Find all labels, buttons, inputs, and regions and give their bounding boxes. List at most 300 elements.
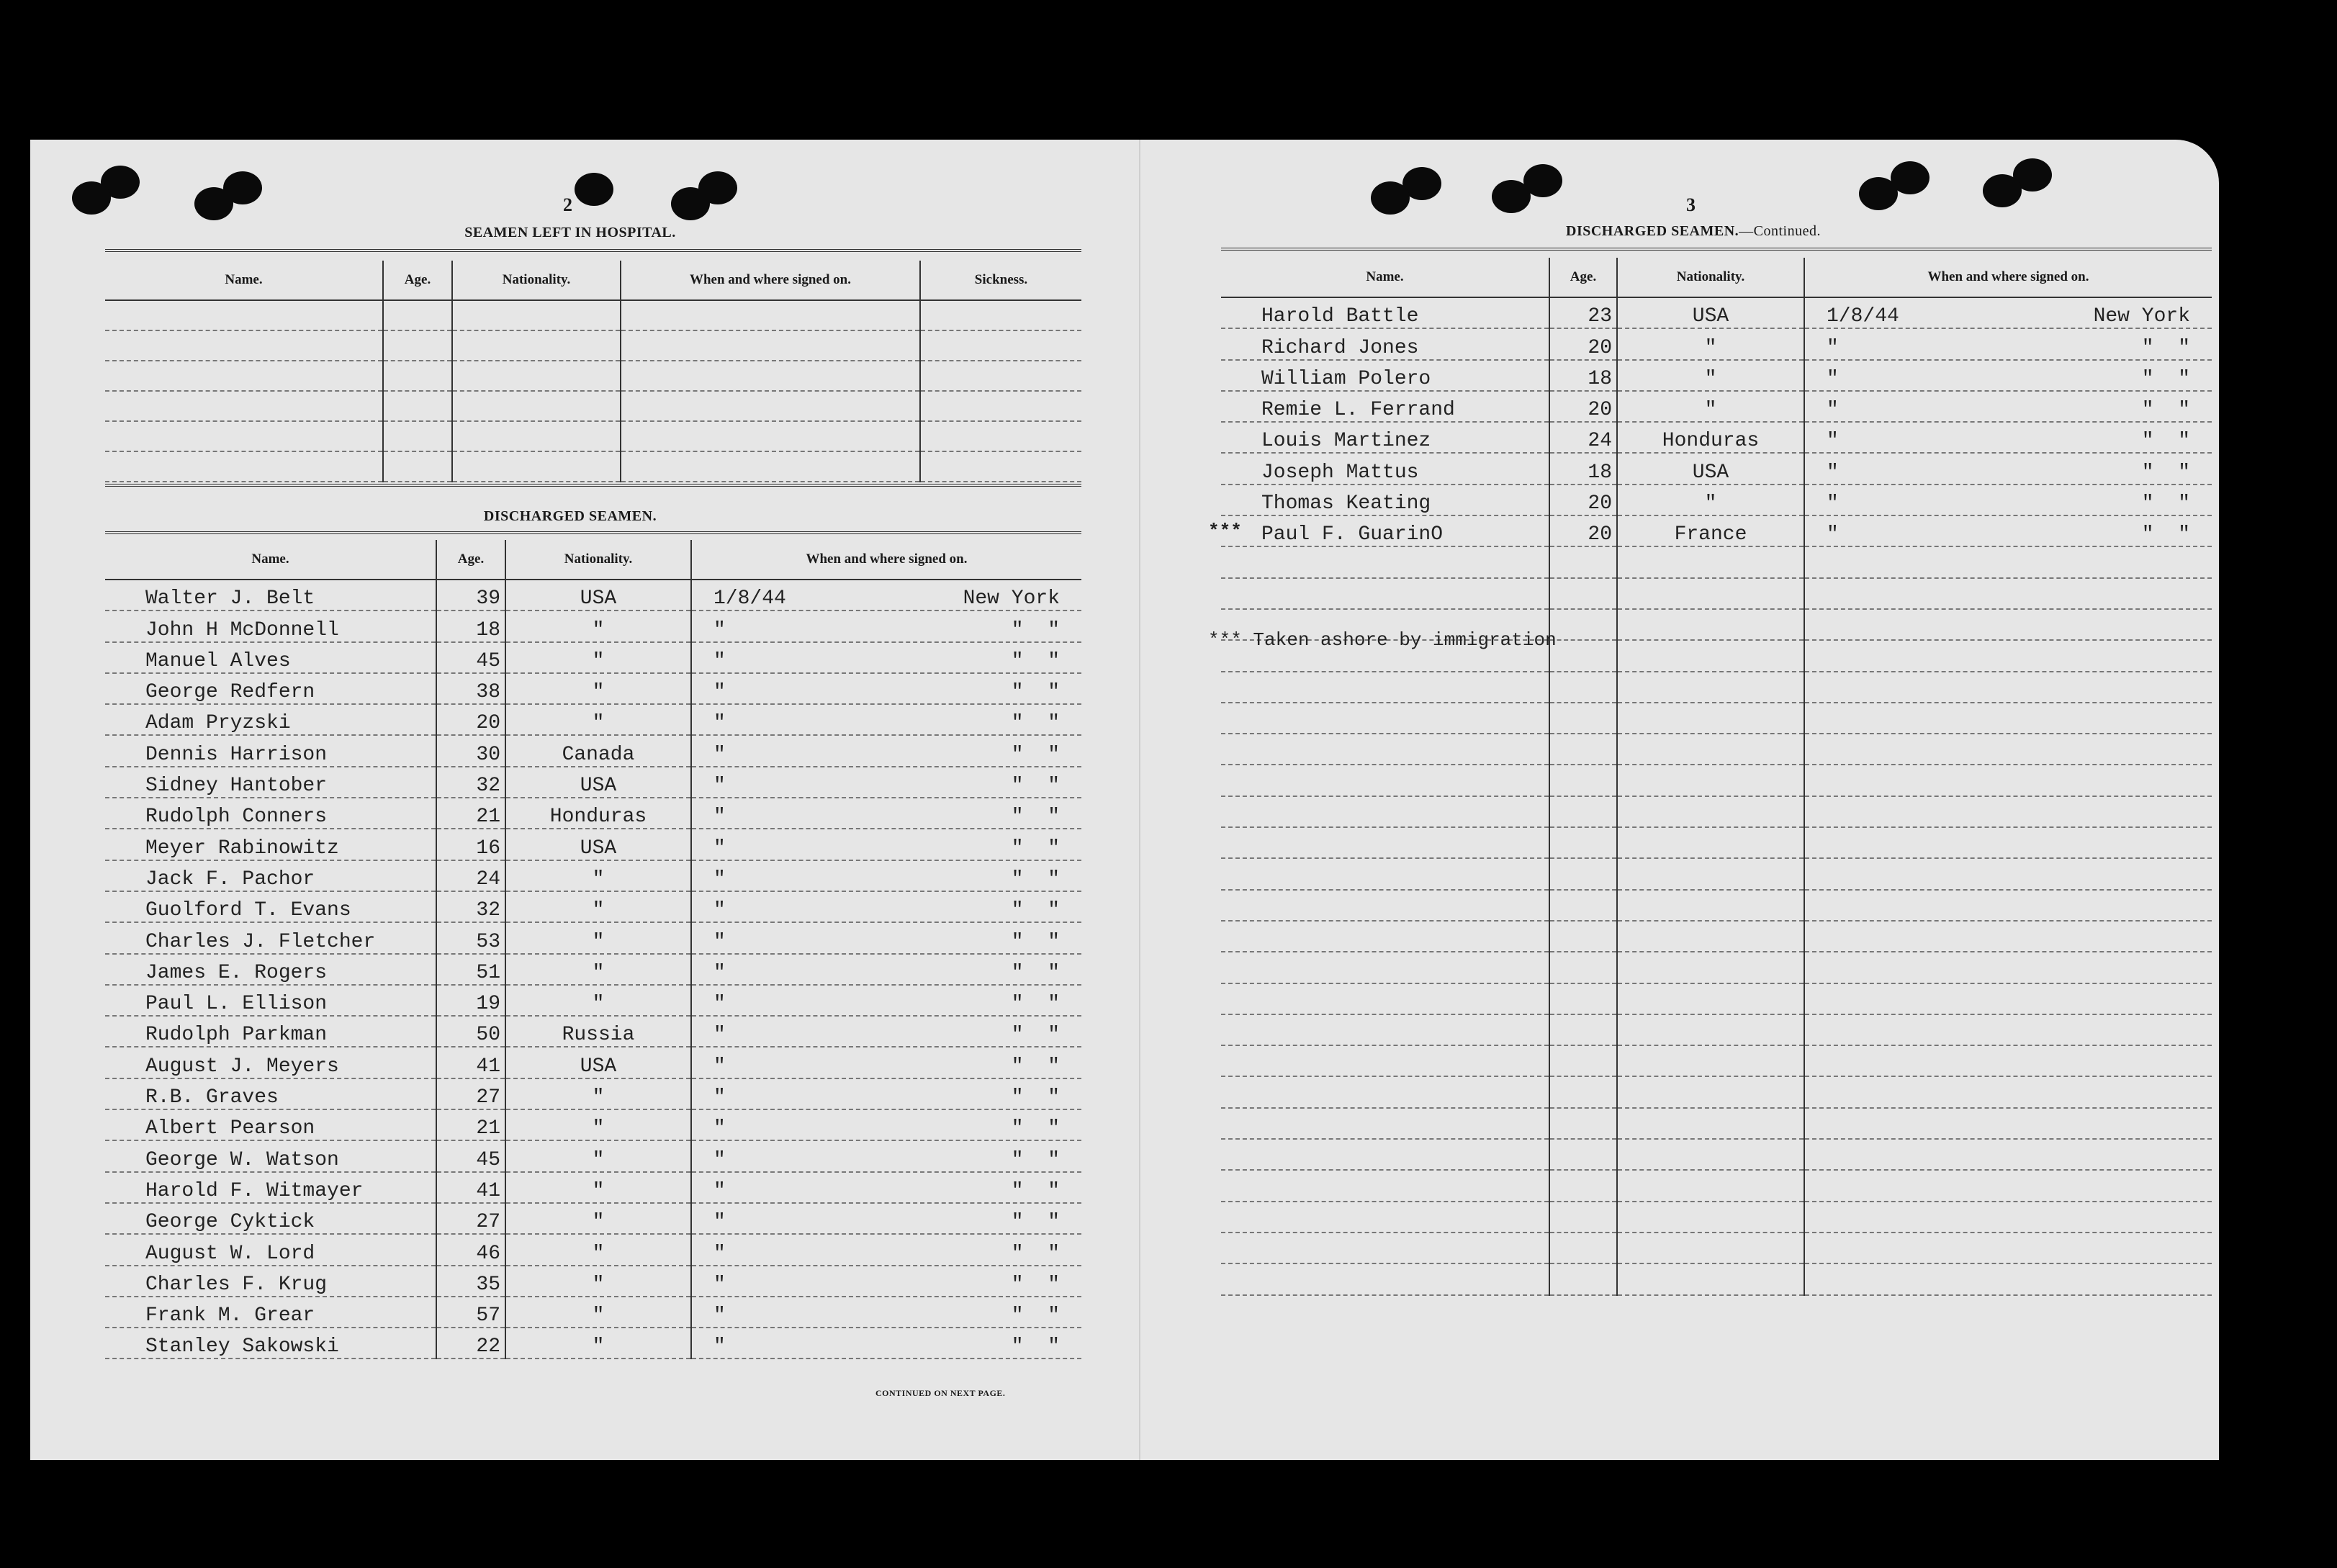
seaman-name: Sidney Hantober — [105, 767, 436, 798]
seaman-age — [1549, 1202, 1617, 1233]
column-header: When and where signed on. — [691, 540, 1081, 580]
seaman-name — [1221, 1045, 1549, 1076]
signed-on — [1804, 796, 2212, 827]
seaman-age: 27 — [436, 1078, 505, 1109]
signed-on — [691, 1047, 1081, 1078]
table-row — [105, 1078, 1081, 1109]
signed-on-place: " " — [1011, 1024, 1060, 1047]
signed-on-group — [1809, 368, 2207, 390]
table-row — [1221, 1014, 2212, 1045]
seaman-name: Rudolph Conners — [105, 798, 436, 829]
table-row — [105, 391, 1081, 421]
signed-on — [691, 580, 1081, 610]
seaman-name — [1221, 1108, 1549, 1139]
signed-on-date: " — [713, 1086, 726, 1109]
signed-on — [1804, 952, 2212, 983]
signed-on-group — [696, 1149, 1077, 1171]
immigration-note: *** Taken ashore by immigration — [1208, 629, 1557, 651]
signed-on — [691, 704, 1081, 735]
column-header: Name. — [105, 540, 436, 580]
seaman-name: George Cyktick — [105, 1203, 436, 1234]
signed-on-place: " " — [1011, 1335, 1060, 1359]
table-row — [1221, 1108, 2212, 1139]
seaman-age: 30 — [436, 735, 505, 766]
seaman-nationality — [1617, 734, 1804, 765]
signed-on — [691, 1203, 1081, 1234]
signed-on — [691, 954, 1081, 985]
signed-on-place: " " — [2141, 430, 2190, 453]
seaman-age — [1549, 765, 1617, 796]
signed-on — [691, 1266, 1081, 1297]
signed-on — [691, 985, 1081, 1016]
table-row — [1221, 546, 2212, 577]
seaman-name: John H McDonnell — [105, 610, 436, 641]
seaman-nationality — [1617, 1076, 1804, 1107]
seaman-age: 23 — [1549, 297, 1617, 328]
table-row — [1221, 890, 2212, 921]
signed-on-place: " " — [2141, 367, 2190, 390]
table-row — [1221, 1263, 2212, 1294]
signed-on-group — [1809, 430, 2207, 452]
seaman-name: Guolford T. Evans — [105, 891, 436, 922]
seaman-nationality: USA — [1617, 297, 1804, 328]
table-row — [105, 1234, 1081, 1265]
seaman-name — [1221, 796, 1549, 827]
seaman-name: Richard Jones — [1221, 328, 1549, 359]
seaman-age: 41 — [436, 1172, 505, 1203]
signed-on-place: " " — [1011, 618, 1060, 641]
table-row — [105, 1203, 1081, 1234]
signed-on — [1804, 640, 2212, 671]
seaman-name: August J. Meyers — [105, 1047, 436, 1078]
table-row — [1221, 765, 2212, 796]
column-header: When and where signed on. — [621, 261, 920, 300]
signed-on-place: " " — [1011, 1305, 1060, 1328]
seaman-nationality: " — [505, 891, 691, 922]
seaman-name — [1221, 827, 1549, 858]
signed-on-date: " — [713, 1024, 726, 1047]
signed-on — [1804, 1045, 2212, 1076]
seaman-name: Rudolph Parkman — [105, 1016, 436, 1047]
signed-on — [1804, 515, 2212, 546]
signed-on-date: " — [713, 868, 726, 891]
seaman-name: Paul L. Ellison — [105, 985, 436, 1016]
signed-on-place: " " — [1011, 806, 1060, 829]
seaman-age: 20 — [1549, 515, 1617, 546]
table-row — [1221, 858, 2212, 889]
left-page — [30, 140, 1110, 1460]
seaman-age — [1549, 1139, 1617, 1170]
signed-on-group — [696, 962, 1077, 984]
signed-on — [691, 1328, 1081, 1359]
signed-on-group — [696, 744, 1077, 766]
seaman-age — [1549, 1263, 1617, 1294]
column-header: Nationality. — [452, 261, 621, 300]
seaman-nationality: " — [505, 673, 691, 704]
seaman-name: Harold F. Witmayer — [105, 1172, 436, 1203]
seaman-nationality: " — [505, 954, 691, 985]
seaman-nationality — [1617, 1139, 1804, 1170]
table-row — [1221, 391, 2212, 422]
signed-on — [691, 767, 1081, 798]
seaman-name: Manuel Alves — [105, 642, 436, 673]
seaman-nationality: USA — [1617, 453, 1804, 484]
seaman-age: 24 — [436, 860, 505, 891]
seaman-age: 19 — [436, 985, 505, 1016]
seaman-age: 18 — [1549, 453, 1617, 484]
ledger-sheet — [30, 140, 2219, 1460]
signed-on-place: " " — [1011, 775, 1060, 798]
signed-on — [1804, 1014, 2212, 1045]
signed-on — [1804, 422, 2212, 453]
table-header-row — [105, 261, 1081, 300]
seaman-nationality: " — [505, 1172, 691, 1203]
signed-on-date: " — [1827, 399, 1839, 422]
column-header: When and where signed on. — [1804, 258, 2212, 297]
signed-on-date: " — [713, 618, 726, 641]
table-row — [1221, 578, 2212, 609]
table-row — [1221, 422, 2212, 453]
signed-on-group — [696, 1117, 1077, 1140]
signed-on-date: " — [713, 961, 726, 984]
signed-on-place: " " — [1011, 743, 1060, 766]
discharged-continued-table — [1221, 258, 2212, 1296]
signed-on-group — [696, 899, 1077, 922]
signed-on-date: " — [1827, 492, 1839, 515]
seaman-age — [1549, 952, 1617, 983]
table-row — [105, 860, 1081, 891]
seaman-nationality: " — [505, 1328, 691, 1359]
column-header: Name. — [105, 261, 383, 300]
signed-on-place: New York — [963, 587, 1060, 610]
signed-on-place: " " — [2141, 492, 2190, 515]
table-row — [1221, 328, 2212, 359]
table-row — [1221, 703, 2212, 734]
signed-on-place: " " — [1011, 1242, 1060, 1265]
signed-on — [691, 1109, 1081, 1140]
signed-on — [1804, 765, 2212, 796]
seaman-name: August W. Lord — [105, 1234, 436, 1265]
seaman-name: Stanley Sakowski — [105, 1328, 436, 1359]
signed-on-group — [696, 619, 1077, 641]
signed-on — [691, 642, 1081, 673]
seaman-name — [1221, 952, 1549, 983]
table-row — [105, 735, 1081, 766]
seaman-nationality: " — [1617, 485, 1804, 515]
seaman-age: 57 — [436, 1297, 505, 1328]
seaman-age: 16 — [436, 829, 505, 860]
table-row — [105, 1016, 1081, 1047]
seaman-nationality — [1617, 703, 1804, 734]
signed-on-date: " — [713, 1305, 726, 1328]
seaman-nationality: " — [505, 922, 691, 953]
seaman-nationality: USA — [505, 1047, 691, 1078]
signed-on — [1804, 703, 2212, 734]
seaman-age — [1549, 827, 1617, 858]
signed-on-group — [696, 837, 1077, 860]
seaman-nationality: " — [505, 1297, 691, 1328]
seaman-age: 45 — [436, 642, 505, 673]
table-row — [105, 330, 1081, 361]
seaman-nationality: France — [1617, 515, 1804, 546]
hospital-table — [105, 261, 1081, 482]
seaman-age — [1549, 1076, 1617, 1107]
signed-on-date: " — [1827, 367, 1839, 390]
seaman-name: Louis Martinez — [1221, 422, 1549, 453]
signed-on — [691, 829, 1081, 860]
seaman-nationality — [1617, 952, 1804, 983]
seaman-nationality: " — [505, 642, 691, 673]
seaman-age — [1549, 921, 1617, 952]
seaman-age: 21 — [436, 1109, 505, 1140]
signed-on — [1804, 578, 2212, 609]
seaman-nationality: " — [505, 704, 691, 735]
seaman-name — [1221, 672, 1549, 703]
seaman-nationality: Canada — [505, 735, 691, 766]
table-row — [1221, 672, 2212, 703]
signed-on — [1804, 1263, 2212, 1294]
signed-on-place: " " — [1011, 993, 1060, 1016]
seaman-name — [1221, 1139, 1549, 1170]
signed-on-group — [696, 775, 1077, 797]
signed-on-place: " " — [2141, 336, 2190, 359]
seaman-nationality: USA — [505, 767, 691, 798]
seaman-nationality: Honduras — [505, 798, 691, 829]
signed-on-date: " — [1827, 461, 1839, 484]
column-header: Name. — [1221, 258, 1549, 297]
seaman-name — [1221, 858, 1549, 889]
column-header: Nationality. — [1617, 258, 1804, 297]
table-row — [1221, 1139, 2212, 1170]
signed-on — [1804, 890, 2212, 921]
seaman-nationality: USA — [505, 829, 691, 860]
seaman-nationality — [1617, 672, 1804, 703]
signed-on-date: " — [713, 930, 726, 953]
seaman-age — [1549, 1233, 1617, 1263]
signed-on-group — [696, 1055, 1077, 1078]
seaman-name — [1221, 1202, 1549, 1233]
signed-on — [691, 1016, 1081, 1047]
seaman-name — [1221, 1014, 1549, 1045]
signed-on-group — [1809, 399, 2207, 421]
table-row — [105, 829, 1081, 860]
signed-on-group — [696, 1335, 1077, 1358]
signed-on-group — [1809, 461, 2207, 484]
seaman-nationality — [1617, 1108, 1804, 1139]
title-rule — [1221, 248, 2212, 251]
signed-on-place: New York — [2093, 305, 2190, 328]
signed-on — [691, 922, 1081, 953]
table-row — [105, 300, 1081, 330]
hospital-section-title: SEAMEN LEFT IN HOSPITAL. — [464, 225, 676, 240]
discharged-section-title: DISCHARGED SEAMEN. — [483, 508, 657, 524]
signed-on-date: " — [713, 649, 726, 672]
table-row — [105, 985, 1081, 1016]
seaman-age: 21 — [436, 798, 505, 829]
signed-on-group — [696, 1305, 1077, 1327]
signed-on-place: " " — [2141, 523, 2190, 546]
seaman-age: 24 — [1549, 422, 1617, 453]
seaman-age: 22 — [436, 1328, 505, 1359]
table-row — [105, 1328, 1081, 1359]
signed-on-date: " — [713, 1055, 726, 1078]
seaman-nationality: " — [505, 1109, 691, 1140]
signed-on-place: " " — [1011, 1148, 1060, 1171]
signed-on — [691, 891, 1081, 922]
seaman-name — [1221, 890, 1549, 921]
seaman-nationality: " — [1617, 360, 1804, 391]
signed-on — [1804, 391, 2212, 422]
signed-on-place: " " — [1011, 1055, 1060, 1078]
signed-on-date: " — [713, 1117, 726, 1140]
seaman-nationality — [1617, 640, 1804, 671]
signed-on-group — [696, 1274, 1077, 1296]
seaman-age: 39 — [436, 580, 505, 610]
seaman-age: 45 — [436, 1140, 505, 1171]
table-row — [1221, 485, 2212, 515]
seaman-name: Walter J. Belt — [105, 580, 436, 610]
seaman-name: William Polero — [1221, 360, 1549, 391]
signed-on — [1804, 609, 2212, 640]
seaman-age: 18 — [436, 610, 505, 641]
seaman-nationality: " — [505, 860, 691, 891]
signed-on — [1804, 672, 2212, 703]
signed-on — [691, 610, 1081, 641]
signed-on-group — [1809, 305, 2207, 328]
seaman-nationality — [1617, 827, 1804, 858]
seaman-name — [1221, 703, 1549, 734]
seaman-name: Albert Pearson — [105, 1109, 436, 1140]
seaman-age: 53 — [436, 922, 505, 953]
seaman-nationality: " — [1617, 328, 1804, 359]
seaman-age: 32 — [436, 767, 505, 798]
seaman-nationality: Russia — [505, 1016, 691, 1047]
seaman-name — [1221, 546, 1549, 577]
table-row — [105, 1047, 1081, 1078]
signed-on-group — [1809, 523, 2207, 546]
seaman-nationality: " — [1617, 391, 1804, 422]
seaman-name — [1221, 1263, 1549, 1294]
signed-on — [1804, 453, 2212, 484]
seaman-age: 38 — [436, 673, 505, 704]
seaman-nationality: " — [505, 1203, 691, 1234]
table-row — [1221, 1045, 2212, 1076]
seaman-nationality: " — [505, 1140, 691, 1171]
signed-on-date: " — [713, 1148, 726, 1171]
signed-on-place: " " — [1011, 837, 1060, 860]
seaman-age — [1549, 1045, 1617, 1076]
seaman-age — [1549, 578, 1617, 609]
signed-on — [1804, 1233, 2212, 1263]
signed-on — [1804, 858, 2212, 889]
seaman-name: Meyer Rabinowitz — [105, 829, 436, 860]
seaman-name: R.B. Graves — [105, 1078, 436, 1109]
seaman-nationality — [1617, 1202, 1804, 1233]
column-header: Age. — [1549, 258, 1617, 297]
table-row — [1221, 1202, 2212, 1233]
seaman-age — [1549, 1014, 1617, 1045]
right-section-title — [1153, 223, 2233, 240]
seaman-nationality — [1617, 1263, 1804, 1294]
signed-on — [691, 1172, 1081, 1203]
seaman-age: 35 — [436, 1266, 505, 1297]
signed-on-group — [1809, 337, 2207, 359]
seaman-age — [1549, 609, 1617, 640]
signed-on-date: " — [713, 1273, 726, 1296]
seaman-nationality: " — [505, 610, 691, 641]
signed-on — [1804, 983, 2212, 1014]
column-header: Age. — [383, 261, 452, 300]
signed-on-place: " " — [1011, 930, 1060, 953]
seaman-name: Joseph Mattus — [1221, 453, 1549, 484]
discharged-continued-rows — [1221, 297, 2212, 1295]
table-row — [1221, 1170, 2212, 1201]
seaman-age — [1549, 858, 1617, 889]
table-row — [1221, 360, 2212, 391]
seaman-name — [1221, 983, 1549, 1014]
signed-on — [691, 860, 1081, 891]
seaman-age — [1549, 672, 1617, 703]
signed-on-date: 1/8/44 — [713, 587, 786, 610]
signed-on-group — [696, 868, 1077, 891]
table-row — [105, 451, 1081, 482]
signed-on-place: " " — [1011, 961, 1060, 984]
seaman-name — [1221, 734, 1549, 765]
table-row — [105, 891, 1081, 922]
seaman-age: 46 — [436, 1234, 505, 1265]
asterisk-mark: *** — [1208, 521, 1242, 543]
signed-on — [691, 735, 1081, 766]
seaman-age — [1549, 890, 1617, 921]
seaman-nationality — [1617, 983, 1804, 1014]
discharged-table — [105, 540, 1081, 1359]
seaman-name: Frank M. Grear — [105, 1297, 436, 1328]
signed-on-date: " — [713, 1211, 726, 1234]
seaman-name — [1221, 1076, 1549, 1107]
signed-on-group — [696, 587, 1077, 610]
column-header: Age. — [436, 540, 505, 580]
table-row — [1221, 297, 2212, 328]
signed-on-date: " — [713, 993, 726, 1016]
discharged-rows — [105, 580, 1081, 1359]
seaman-age — [1549, 796, 1617, 827]
table-row — [105, 1172, 1081, 1203]
seaman-nationality — [1617, 890, 1804, 921]
signed-on-group — [696, 1211, 1077, 1233]
signed-on-place: " " — [1011, 1211, 1060, 1234]
section-rule — [105, 484, 1081, 487]
seaman-name — [1221, 765, 1549, 796]
signed-on-date: " — [1827, 523, 1839, 546]
signed-on-date: " — [713, 775, 726, 798]
seaman-name: James E. Rogers — [105, 954, 436, 985]
seaman-name: George W. Watson — [105, 1140, 436, 1171]
table-row — [1221, 1233, 2212, 1263]
signed-on — [1804, 827, 2212, 858]
table-row — [1221, 952, 2212, 983]
table-row — [1221, 734, 2212, 765]
seaman-nationality: USA — [505, 580, 691, 610]
seaman-name: Jack F. Pachor — [105, 860, 436, 891]
seaman-nationality — [1617, 1045, 1804, 1076]
signed-on — [1804, 921, 2212, 952]
table-row — [1221, 796, 2212, 827]
seaman-nationality: " — [505, 985, 691, 1016]
seaman-nationality: Honduras — [1617, 422, 1804, 453]
signed-on — [691, 798, 1081, 829]
seaman-nationality — [1617, 796, 1804, 827]
seaman-age — [1549, 1170, 1617, 1201]
